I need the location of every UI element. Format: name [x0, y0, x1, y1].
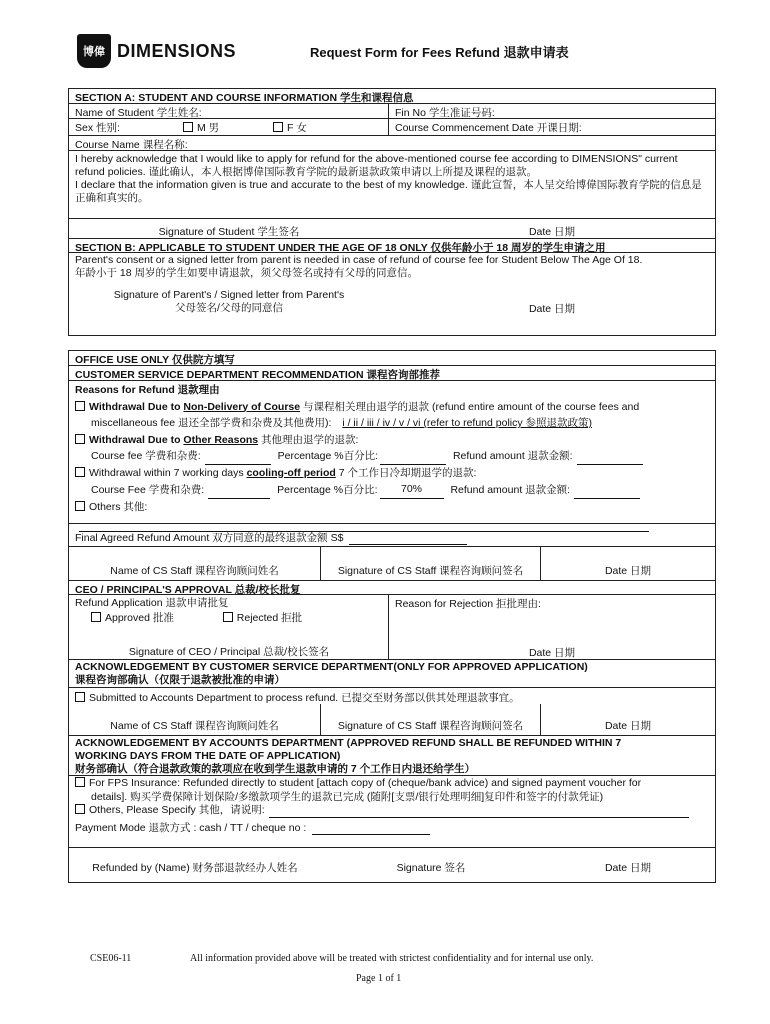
declare-text: I declare that the information given is true and accurate to the best of my knowledge. 谨此宣誓，本人呈交给博偉国际教育学院的信息是正确和真实的。 [75, 179, 702, 204]
course-commencement-field[interactable]: Course Commencement Date 开课日期: [395, 122, 582, 134]
fps-option[interactable] [75, 777, 709, 791]
cs-staff-name[interactable]: Name of CS Staff 课程咨询顾问姓名 [69, 547, 321, 580]
cs-staff-signature[interactable]: Signature of CS Staff 课程咨询顾问签名 [321, 547, 541, 580]
form-title: Request Form for Fees Refund 退款申请表 [310, 45, 569, 60]
parent-consent-text-cn: 年龄小于 18 周岁的学生如要申请退款，须父母签名或持有父母的同意信。 [75, 267, 419, 279]
refunded-by-row [69, 848, 715, 882]
cooling-off-prefix: Withdrawal within 7 working days [89, 466, 247, 479]
ack-csd-heading-en: ACKNOWLEDGEMENT BY CUSTOMER SERVICE DEPARTMENT(ONLY FOR APPROVED APPLICATION) [75, 661, 588, 673]
others-specify-option[interactable] [75, 804, 709, 818]
ack-csd-row [69, 688, 715, 736]
ack-acc-heading [69, 736, 715, 776]
reasons-heading: Reasons for Refund 退款理由 [75, 384, 220, 396]
fps-text-cn: details]. 购买学费保障计划保险/多缴款项学生的退款已完成 (随附[支票/银行处理明细]复印件和签字的付款凭证) [91, 790, 604, 803]
student-date[interactable]: Date 日期 [528, 226, 576, 238]
checkbox-icon[interactable] [183, 122, 193, 132]
sex-commence-row [69, 119, 715, 136]
course-fee-label: Course Fee 学费和杂费: [91, 484, 205, 496]
final-amount-label: Final Agreed Refund Amount 双方同意的最终退款金额 S$ [75, 532, 344, 544]
refund-policy-options[interactable]: i / ii / iii / iv / v / vi (refer to refund policy 参照退款政策) [342, 417, 593, 429]
ack-cs-staff-name[interactable]: Name of CS Staff 课程咨询顾问姓名 [69, 704, 321, 735]
rejection-reason-label[interactable]: Reason for Rejection 拒批理由: [395, 598, 541, 610]
checkbox-icon[interactable] [75, 804, 85, 814]
refund-amount-label: Refund amount 退款金额: [450, 484, 571, 496]
payment-mode-label: Payment Mode 退款方式 : cash / TT / cheque no : [75, 821, 307, 834]
checkbox-icon[interactable] [91, 612, 101, 622]
section-ab-table [68, 88, 716, 336]
ceo-application [69, 595, 389, 659]
refunded-by-signature[interactable]: Signature 签名 [396, 862, 466, 874]
ceo-date[interactable]: Date 日期 [528, 647, 576, 659]
checkbox-icon[interactable] [75, 434, 85, 444]
parent-signature-label: Signature of Parent's / Signed letter from Parent's [113, 289, 345, 301]
checkbox-icon[interactable] [75, 501, 85, 511]
sex-label: Sex 性别: [75, 122, 120, 134]
logo-shield-icon: 博偉 [77, 34, 111, 68]
approved-option[interactable] [91, 612, 174, 624]
female-option[interactable] [273, 120, 307, 135]
refund-amount-field[interactable] [574, 498, 640, 499]
other-reasons-suffix: 其他理由退学的退款: [258, 433, 359, 446]
payment-mode-row [75, 822, 709, 836]
approval-options [75, 611, 382, 626]
office-use-heading: OFFICE USE ONLY 仅供院方填写 [69, 351, 715, 366]
ceo-signature[interactable]: Signature of CEO / Principal 总裁/校长签名 [128, 646, 330, 658]
csd-recommendation-heading: CUSTOMER SERVICE DEPARTMENT RECOMMENDATION 课程咨询部推荐 [69, 366, 715, 381]
refund-reasons-block [69, 381, 715, 524]
cheque-no-field[interactable] [312, 834, 430, 835]
percentage-label: Percentage %百分比: [277, 484, 378, 496]
page-number: Page 1 of 1 [356, 973, 402, 984]
female-label: F 女 [287, 122, 307, 134]
sex-field [69, 119, 389, 135]
parent-signature-label-cn: 父母签名/父母的同意信 [175, 302, 283, 314]
checkbox-icon[interactable] [75, 401, 85, 411]
ack-csd-body [69, 688, 715, 735]
percentage-label: Percentage %百分比: [277, 450, 379, 462]
rejected-label: Rejected 拒批 [236, 612, 303, 624]
non-delivery-detail [75, 415, 709, 432]
dimensions-logo [77, 34, 236, 68]
ack-acc-heading-en-2: WORKING DAYS FROM THE DATE OF APPLICATION) [75, 750, 341, 762]
ack-cs-staff-signature[interactable]: Signature of CS Staff 课程咨询顾问签名 [321, 704, 541, 735]
ack-acc-heading-cn: 财务部确认（符合退款政策的款项应在收到学生退款申请的 7 个工作日内退还给学生） [75, 763, 476, 775]
ack-acc-heading-en: ACKNOWLEDGEMENT BY ACCOUNTS DEPARTMENT (APPROVED REFUND SHALL BE REFUNDED WITHIN 7 [75, 737, 622, 749]
parent-date[interactable]: Date 日期 [528, 303, 576, 315]
checkbox-icon[interactable] [75, 467, 85, 477]
refund-amount-label: Refund amount 退款金额: [452, 450, 573, 462]
cs-staff-date[interactable]: Date 日期 [604, 565, 652, 577]
student-signature[interactable]: Signature of Student 学生签名 [158, 226, 300, 238]
non-delivery-option[interactable] [75, 399, 709, 416]
others-specify-label: Others, Please Specify 其他，请说明: [89, 804, 265, 816]
male-option[interactable] [183, 120, 219, 135]
others-label: Others 其他: [89, 500, 148, 513]
cooling-off-suffix: 7 个工作日冷却期退学的退款: [335, 466, 477, 479]
other-reasons-option[interactable] [75, 432, 709, 449]
cooling-off-label: cooling-off period [246, 466, 336, 479]
student-signature-row [69, 219, 715, 239]
rejection-reason [389, 595, 715, 659]
other-reasons-prefix: Withdrawal Due to [89, 433, 184, 446]
parent-consent-block [69, 253, 715, 335]
refunded-by-name[interactable]: Refunded by (Name) 财务部退款经办人姓名 [92, 862, 298, 874]
checkbox-icon[interactable] [223, 612, 233, 622]
student-name-field[interactable]: Name of Student 学生姓名: [69, 104, 389, 118]
fps-text: For FPS Insurance: Refunded directly to student [attach copy of (cheque/bank advice) and signed payment voucher for [89, 777, 642, 789]
other-reasons-label: Other Reasons [183, 433, 259, 446]
non-delivery-label: Non-Delivery of Course [183, 400, 301, 413]
section-a-heading: SECTION A: STUDENT AND COURSE INFORMATION 学生和课程信息 [69, 89, 715, 104]
refunded-by-date[interactable]: Date 日期 [604, 862, 652, 874]
office-use-table [68, 350, 716, 883]
non-delivery-suffix: 与课程相关理由退学的退款 (refund entire amount of the course fees and [300, 400, 640, 413]
logo-wordmark: DIMENSIONS [117, 40, 237, 61]
non-delivery-prefix: Withdrawal Due to [89, 400, 184, 413]
ack-csd-heading [69, 660, 715, 688]
cooling-off-option[interactable] [75, 465, 709, 482]
final-amount-row [69, 524, 715, 547]
course-fee-field[interactable] [208, 498, 270, 499]
rejected-option[interactable] [223, 612, 302, 624]
course-name-field[interactable]: Course Name 课程名称: [69, 136, 715, 151]
refund-amount-field[interactable] [577, 464, 643, 465]
form-code: CSE06-11 [90, 953, 132, 964]
name-fin-row [69, 104, 715, 119]
confidentiality-note: All information provided above will be treated with strictest confidentiality and for internal use only. [190, 953, 594, 964]
ack-cs-staff-date[interactable]: Date 日期 [604, 720, 652, 732]
parent-consent-text: Parent's consent or a signed letter from parent is needed in case of refund of course fee for Student Below The Age Of 18. [75, 254, 643, 266]
course-fee-label: Course fee 学费和杂费: [91, 450, 201, 462]
others-specify-field[interactable] [269, 817, 689, 818]
male-label: M 男 [197, 122, 220, 134]
section-b-heading: SECTION B: APPLICABLE TO STUDENT UNDER THE AGE OF 18 ONLY 仅供年龄小于 18 周岁的学生申请之用 [69, 239, 715, 253]
parent-signature[interactable] [69, 289, 389, 315]
form-header [77, 32, 717, 72]
ack-csd-signature-row [69, 704, 715, 735]
cs-staff-row [69, 547, 715, 581]
submitted-label: Submitted to Accounts Department to process refund. 已提交至财务部以供其处理退款事宜。 [89, 692, 520, 704]
cooling-off-amounts [75, 481, 709, 499]
other-reasons-amounts [75, 448, 709, 465]
ack-text: I hereby acknowledge that I would like to apply for refund for the above-mentioned course fee according to DIMENSIONS" current refund policies. 谨此确认，本人根据博偉国际教育学院的最新退款政策申请以上所提及课程的退款。 [75, 153, 678, 178]
ack-acc-body [69, 776, 715, 848]
fin-no-field[interactable]: Fin No 学生准证号码: [395, 107, 495, 119]
checkbox-icon[interactable] [75, 692, 85, 702]
checkbox-icon[interactable] [75, 777, 85, 787]
misc-fee-text: miscellaneous fee 退还全部学费和杂费及其他费用): [91, 417, 332, 429]
percentage-value[interactable]: 70% [380, 481, 444, 499]
checkbox-icon[interactable] [273, 122, 283, 132]
refund-application-label: Refund Application 退款申请批复 [75, 597, 229, 609]
ceo-heading: CEO / PRINCIPAL'S APPROVAL 总裁/校长批复 [69, 581, 715, 595]
ceo-approval-row [69, 595, 715, 660]
student-declaration [69, 151, 715, 219]
approved-label: Approved 批准 [105, 612, 174, 624]
final-amount-field[interactable] [349, 544, 467, 545]
ack-csd-heading-cn: 课程咨询部确认（仅限于退款被批准的申请） [75, 674, 285, 686]
